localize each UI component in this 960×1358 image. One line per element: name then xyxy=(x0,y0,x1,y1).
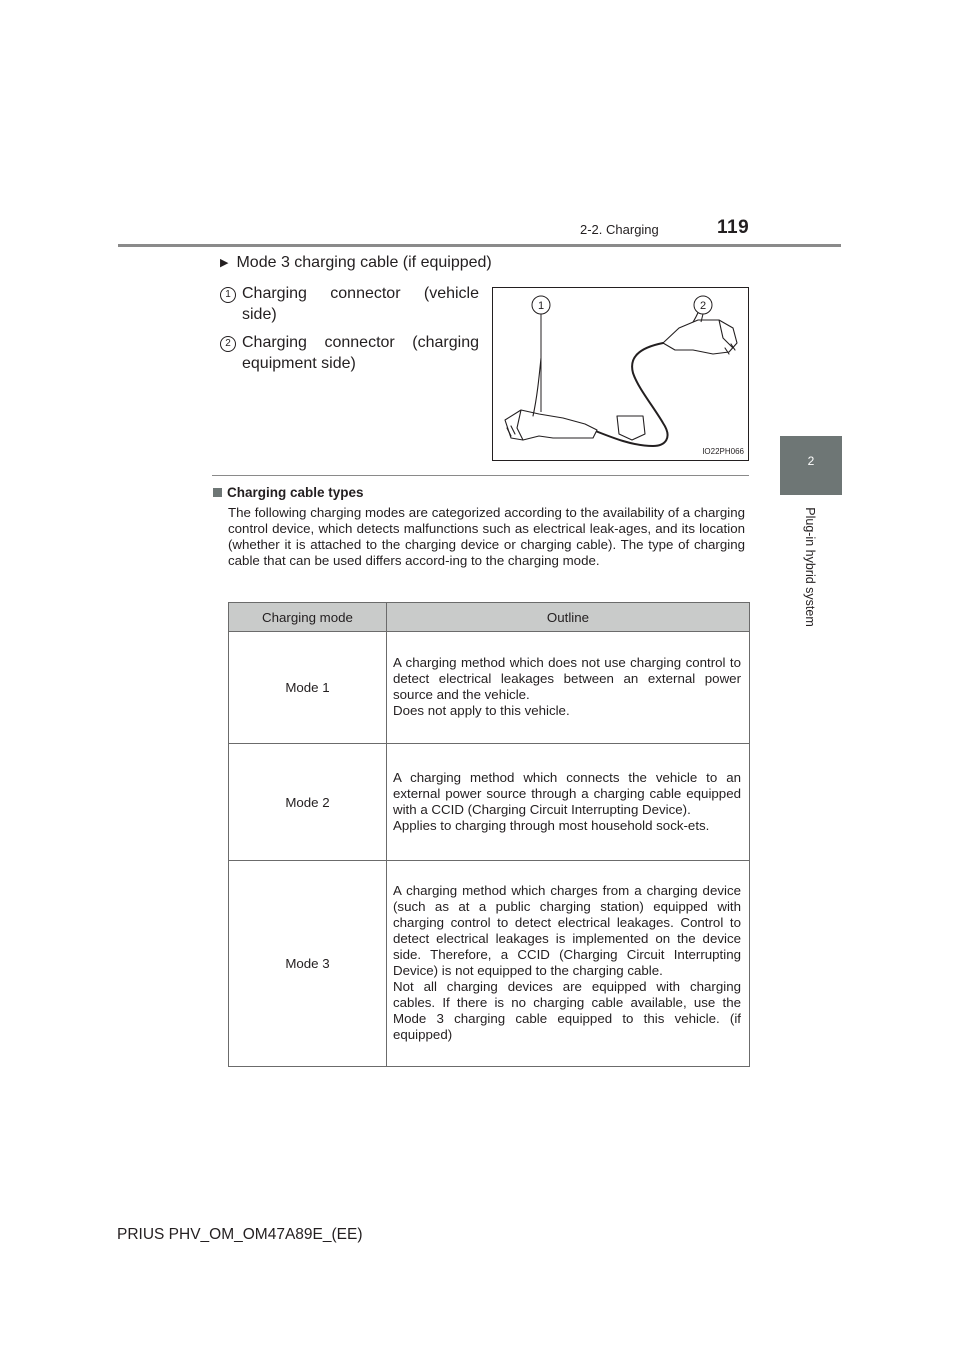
chapter-tab-label: Plug-in hybrid system xyxy=(803,507,817,627)
section-divider xyxy=(212,475,749,476)
charging-cable-illustration xyxy=(493,288,748,460)
charging-mode-table xyxy=(228,602,750,1067)
table-row xyxy=(229,861,750,1067)
outline-line: Does not apply to this vehicle. xyxy=(393,703,570,718)
outline-line: Applies to charging through most household sock-ets. xyxy=(393,817,710,833)
mode-cell: Mode 3 xyxy=(229,861,387,1067)
outline-cell xyxy=(387,632,750,744)
figure-callout-2: 2 xyxy=(699,300,707,312)
chapter-tab-number: 2 xyxy=(807,454,815,468)
table-row xyxy=(229,744,750,861)
figure-code: IO22PH066 xyxy=(702,447,744,456)
outline-cell xyxy=(387,861,750,1067)
cable-types-body: The following charging modes are categorized according to the availability of a charging control device, which detects malfunctions such as electrical leak-ages, and its location (whether it is attached to the charging device or charging cable). The type of charging cable that can be used differs accord-ing to the charging mode. xyxy=(228,505,745,568)
cable-types-heading-text: Charging cable types xyxy=(227,485,364,500)
document-code-footer: PRIUS PHV_OM_OM47A89E_(EE) xyxy=(117,1226,363,1243)
column-header-mode: Charging mode xyxy=(229,603,387,632)
table-row xyxy=(229,632,750,744)
mode3-cable-heading-text: Mode 3 charging cable (if equipped) xyxy=(236,254,492,271)
outline-line: A charging method which charges from a charging device (such as at a public charging station) equipped with charging control to detect electrical leakages. Control to detect electrical leakages is implemented on the device side. Therefore, a CCID (Charging Circuit Interrupting Device) is not equipped to the charging cable. xyxy=(393,883,741,978)
page-number: 119 xyxy=(717,217,750,238)
outline-line: A charging method which does not use charging control to detect electrical leakages between an external power source and the vehicle. xyxy=(393,655,741,702)
outline-cell xyxy=(387,744,750,861)
charging-cable-figure xyxy=(492,287,749,461)
callout-number-2: 2 xyxy=(220,336,236,352)
cable-types-heading xyxy=(213,485,364,500)
column-header-outline: Outline xyxy=(387,603,750,632)
mode-cell: Mode 2 xyxy=(229,744,387,861)
header-divider xyxy=(118,244,841,247)
legend-item-1: Charging connector (vehicle side) xyxy=(242,285,479,323)
section-title: 2-2. Charging xyxy=(580,222,659,237)
mode-cell: Mode 1 xyxy=(229,632,387,744)
outline-line: A charging method which connects the vehicle to an external power source through a charging cable equipped with a CCID (Charging Circuit Interrupting Device). xyxy=(393,769,741,817)
figure-callout-1: 1 xyxy=(537,300,545,312)
callout-number-1: 1 xyxy=(220,287,236,303)
table-header-row xyxy=(229,603,750,632)
square-bullet-icon xyxy=(213,488,222,497)
outline-line: Not all charging devices are equipped with charging cables. If there is no charging cable available, use the Mode 3 charging cable equipped to this vehicle. (if equipped) xyxy=(393,979,741,1042)
arrow-right-icon: ▶ xyxy=(220,257,229,269)
legend-item-2: Charging connector (charging equipment side) xyxy=(242,334,479,372)
mode3-cable-heading xyxy=(220,254,492,272)
